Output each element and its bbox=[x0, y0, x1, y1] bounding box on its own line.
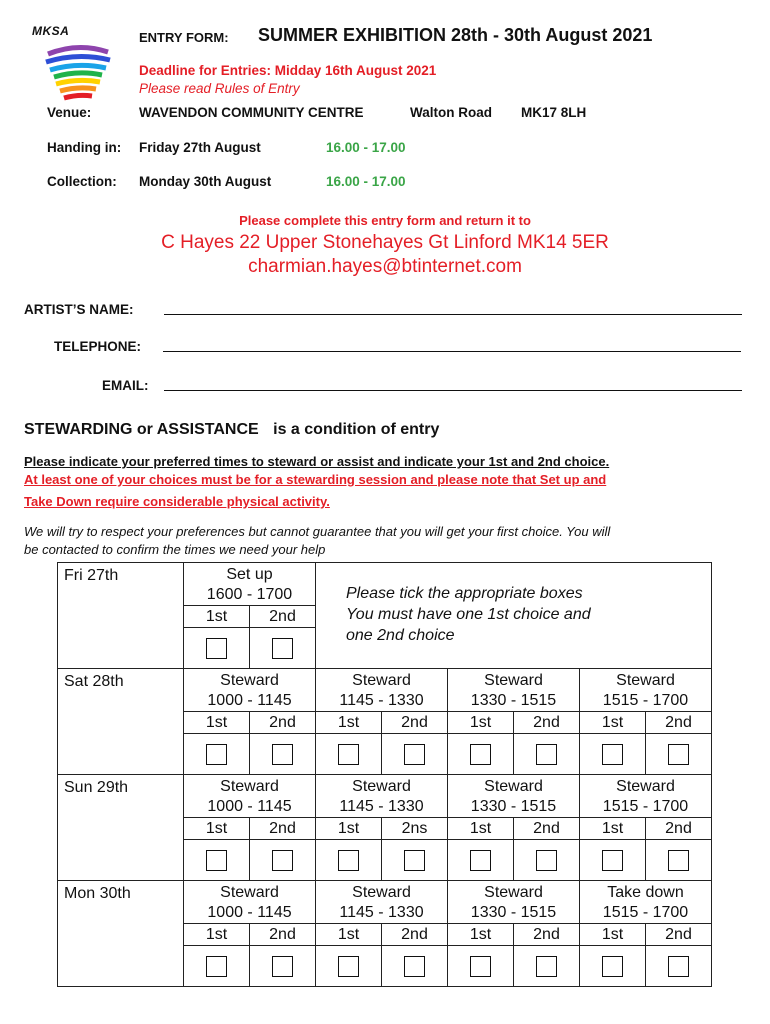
stewarding-heading bbox=[24, 421, 439, 439]
slot-name: Steward bbox=[616, 778, 675, 795]
table-row bbox=[58, 563, 712, 669]
first-choice-checkbox[interactable] bbox=[338, 956, 359, 977]
tick-instruction-line: Please tick the appropriate boxes bbox=[346, 585, 583, 602]
stewarding-instruction: Please indicate your preferred times to steward or assist and indicate your 1st and 2nd choice. bbox=[24, 454, 610, 469]
artist-name-input[interactable] bbox=[164, 314, 742, 315]
first-choice-label: 1st bbox=[184, 818, 250, 839]
second-choice-cell bbox=[250, 734, 315, 774]
second-choice-checkbox[interactable] bbox=[404, 744, 425, 765]
second-choice-label: 2nd bbox=[401, 714, 428, 731]
first-choice-cell bbox=[316, 840, 382, 880]
second-choice-cell bbox=[646, 840, 711, 880]
first-choice-cell bbox=[316, 946, 382, 986]
first-choice-checkbox[interactable] bbox=[602, 850, 623, 871]
first-choice-cell bbox=[448, 946, 514, 986]
slot-name: Steward bbox=[220, 778, 279, 795]
second-choice-cell bbox=[250, 628, 315, 668]
email-label: EMAIL: bbox=[102, 378, 149, 393]
first-choice-label: 1st bbox=[316, 818, 382, 839]
venue-road: Walton Road bbox=[410, 105, 492, 120]
second-choice-label: 2nd bbox=[665, 926, 692, 943]
first-choice-cell bbox=[448, 734, 514, 774]
second-choice-cell bbox=[514, 840, 579, 880]
slot-name: Steward bbox=[352, 778, 411, 795]
slot-time: 1515 - 1700 bbox=[602, 692, 689, 709]
second-choice-cell bbox=[514, 946, 579, 986]
table-row bbox=[58, 669, 712, 775]
slot-name: Steward bbox=[352, 672, 411, 689]
second-choice-cell bbox=[250, 840, 315, 880]
artist-name-label: ARTIST’S NAME: bbox=[24, 302, 134, 317]
day-cell: Fri 27th bbox=[58, 563, 184, 669]
second-choice-checkbox[interactable] bbox=[272, 956, 293, 977]
slot-time: 1330 - 1515 bbox=[470, 798, 557, 815]
logo-text: MKSA bbox=[32, 24, 70, 38]
first-choice-label: 1st bbox=[316, 712, 382, 733]
slot-cell bbox=[316, 669, 448, 775]
slot-name: Steward bbox=[484, 884, 543, 901]
tick-instruction-line: one 2nd choice bbox=[346, 627, 455, 644]
rules-note: Please read Rules of Entry bbox=[139, 81, 300, 96]
first-choice-checkbox[interactable] bbox=[470, 956, 491, 977]
second-choice-cell bbox=[514, 734, 579, 774]
day-cell: Sun 29th bbox=[58, 775, 184, 881]
collection-day: Monday 30th August bbox=[139, 174, 272, 189]
first-choice-cell bbox=[448, 840, 514, 880]
first-choice-label: 1st bbox=[184, 712, 250, 733]
second-choice-checkbox[interactable] bbox=[404, 850, 425, 871]
first-choice-checkbox[interactable] bbox=[206, 956, 227, 977]
page-title: SUMMER EXHIBITION 28th - 30th August 2021 bbox=[258, 25, 653, 45]
second-choice-label: 2nd bbox=[665, 714, 692, 731]
first-choice-checkbox[interactable] bbox=[338, 850, 359, 871]
deadline-text: Deadline for Entries: Midday 16th August 2021 bbox=[139, 63, 437, 78]
slot-time: 1000 - 1145 bbox=[207, 798, 292, 815]
venue-label: Venue: bbox=[47, 105, 92, 120]
handing-in-day: Friday 27th August bbox=[139, 140, 261, 155]
first-choice-cell bbox=[580, 946, 646, 986]
first-choice-label: 1st bbox=[448, 924, 514, 945]
slot-cell bbox=[184, 563, 316, 669]
second-choice-cell bbox=[646, 946, 711, 986]
first-choice-cell bbox=[580, 734, 646, 774]
entry-form-label: ENTRY FORM: bbox=[139, 30, 229, 45]
table-row bbox=[58, 881, 712, 987]
second-choice-label: 2nd bbox=[269, 820, 296, 837]
second-choice-label: 2nd bbox=[401, 926, 428, 943]
slot-name: Steward bbox=[220, 672, 279, 689]
stewarding-heading-text: STEWARDING or ASSISTANCE bbox=[24, 421, 259, 438]
stewarding-warning-line2: Take Down require considerable physical activity. bbox=[24, 494, 330, 509]
day-cell: Sat 28th bbox=[58, 669, 184, 775]
slot-time: 1145 - 1330 bbox=[339, 904, 424, 921]
slot-cell bbox=[184, 775, 316, 881]
second-choice-cell bbox=[382, 734, 447, 774]
first-choice-cell bbox=[184, 734, 250, 774]
second-choice-label: 2nd bbox=[269, 608, 296, 625]
slot-name: Steward bbox=[352, 884, 411, 901]
return-address: C Hayes 22 Upper Stonehayes Gt Linford MK14 5ER bbox=[161, 232, 609, 253]
second-choice-checkbox[interactable] bbox=[272, 850, 293, 871]
return-instruction: Please complete this entry form and return it to bbox=[239, 213, 531, 228]
slot-time: 1145 - 1330 bbox=[339, 692, 424, 709]
first-choice-cell bbox=[316, 734, 382, 774]
second-choice-checkbox[interactable] bbox=[668, 956, 689, 977]
first-choice-checkbox[interactable] bbox=[206, 638, 227, 659]
slot-time: 1000 - 1145 bbox=[207, 692, 292, 709]
first-choice-cell bbox=[580, 840, 646, 880]
slot-time: 1515 - 1700 bbox=[602, 904, 689, 921]
handing-in-label: Handing in: bbox=[47, 140, 122, 155]
slot-time: 1330 - 1515 bbox=[470, 692, 557, 709]
second-choice-cell bbox=[382, 946, 447, 986]
tick-instruction-line: You must have one 1st choice and bbox=[346, 606, 591, 623]
stewarding-note-line2: be contacted to confirm the times we need your help bbox=[24, 542, 326, 557]
slot-name: Steward bbox=[616, 672, 675, 689]
stewarding-note-line1: We will try to respect your preferences but cannot guarantee that you will get your first choice. You will bbox=[24, 524, 611, 539]
first-choice-checkbox[interactable] bbox=[206, 850, 227, 871]
first-choice-cell bbox=[184, 840, 250, 880]
slot-cell bbox=[184, 881, 316, 987]
slot-cell bbox=[448, 775, 580, 881]
return-email: charmian.hayes@btinternet.com bbox=[248, 256, 522, 277]
first-choice-checkbox[interactable] bbox=[470, 744, 491, 765]
day-cell: Mon 30th bbox=[58, 881, 184, 987]
second-choice-label: 2nd bbox=[665, 820, 692, 837]
second-choice-checkbox[interactable] bbox=[536, 956, 557, 977]
slot-cell bbox=[580, 775, 712, 881]
second-choice-cell bbox=[646, 734, 711, 774]
slot-cell bbox=[448, 669, 580, 775]
second-choice-cell bbox=[382, 840, 447, 880]
first-choice-label: 1st bbox=[184, 924, 250, 945]
telephone-input[interactable] bbox=[163, 351, 741, 352]
second-choice-checkbox[interactable] bbox=[272, 638, 293, 659]
slot-name: Steward bbox=[484, 672, 543, 689]
slot-time: 1515 - 1700 bbox=[602, 798, 689, 815]
second-choice-checkbox[interactable] bbox=[404, 956, 425, 977]
slot-cell bbox=[580, 881, 712, 987]
first-choice-checkbox[interactable] bbox=[602, 956, 623, 977]
second-choice-checkbox[interactable] bbox=[668, 744, 689, 765]
slot-time: 1600 - 1700 bbox=[206, 586, 293, 603]
slot-time: 1000 - 1145 bbox=[207, 904, 292, 921]
first-choice-checkbox[interactable] bbox=[470, 850, 491, 871]
slot-name: Set up bbox=[226, 566, 273, 583]
stewarding-table bbox=[57, 562, 712, 987]
slot-cell bbox=[316, 775, 448, 881]
slot-name: Steward bbox=[220, 884, 279, 901]
first-choice-label: 1st bbox=[448, 712, 514, 733]
slot-name: Steward bbox=[484, 778, 543, 795]
stewarding-warning-line1: At least one of your choices must be for a stewarding session and please note that Set up and bbox=[24, 472, 607, 487]
slot-cell bbox=[184, 669, 316, 775]
second-choice-checkbox[interactable] bbox=[272, 744, 293, 765]
tick-instructions bbox=[316, 563, 712, 669]
first-choice-checkbox[interactable] bbox=[338, 744, 359, 765]
second-choice-label: 2nd bbox=[533, 820, 560, 837]
second-choice-label: 2ns bbox=[401, 820, 428, 837]
first-choice-checkbox[interactable] bbox=[206, 744, 227, 765]
first-choice-label: 1st bbox=[184, 606, 250, 627]
second-choice-checkbox[interactable] bbox=[668, 850, 689, 871]
second-choice-label: 2nd bbox=[533, 714, 560, 731]
handing-in-time: 16.00 - 17.00 bbox=[326, 140, 406, 155]
email-input[interactable] bbox=[164, 390, 742, 391]
first-choice-checkbox[interactable] bbox=[602, 744, 623, 765]
first-choice-cell bbox=[184, 946, 250, 986]
second-choice-label: 2nd bbox=[533, 926, 560, 943]
first-choice-cell bbox=[184, 628, 250, 668]
second-choice-checkbox[interactable] bbox=[536, 744, 557, 765]
venue-postcode: MK17 8LH bbox=[521, 105, 587, 120]
slot-name: Take down bbox=[607, 884, 684, 901]
slot-time: 1145 - 1330 bbox=[339, 798, 424, 815]
table-row bbox=[58, 775, 712, 881]
second-choice-label: 2nd bbox=[269, 714, 296, 731]
first-choice-label: 1st bbox=[580, 818, 646, 839]
first-choice-label: 1st bbox=[580, 712, 646, 733]
second-choice-checkbox[interactable] bbox=[536, 850, 557, 871]
first-choice-label: 1st bbox=[316, 924, 382, 945]
first-choice-label: 1st bbox=[580, 924, 646, 945]
first-choice-label: 1st bbox=[448, 818, 514, 839]
slot-cell bbox=[316, 881, 448, 987]
stewarding-heading-suffix: is a condition of entry bbox=[273, 421, 440, 438]
slot-cell bbox=[580, 669, 712, 775]
venue-name: WAVENDON COMMUNITY CENTRE bbox=[139, 105, 364, 120]
collection-time: 16.00 - 17.00 bbox=[326, 174, 406, 189]
second-choice-cell bbox=[250, 946, 315, 986]
slot-cell bbox=[448, 881, 580, 987]
collection-label: Collection: bbox=[47, 174, 117, 189]
second-choice-label: 2nd bbox=[269, 926, 296, 943]
telephone-label: TELEPHONE: bbox=[54, 339, 142, 354]
slot-time: 1330 - 1515 bbox=[470, 904, 557, 921]
